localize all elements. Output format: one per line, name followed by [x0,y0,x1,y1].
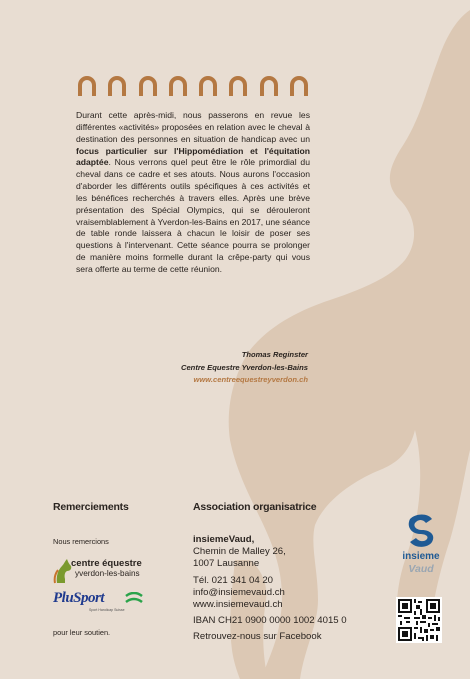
intro-focus-bold: focus particulier sur l'Hippomédiation et l'équitation adaptée [76,145,310,168]
association-iban: IBAN CH21 0900 0000 1002 4015 0 [193,615,347,627]
horseshoe-icon [106,74,128,98]
association-phone: Tél. 021 341 04 20 [193,574,274,586]
insieme-swirl-icon [402,511,440,549]
horse-head-icon [53,558,73,584]
insieme-vaud-logo [396,511,446,581]
association-city: 1007 Lausanne [193,558,260,570]
horseshoe-icon [167,74,189,98]
association-street: Chemin de Malley 26, [193,546,286,558]
intro-paragraph [76,110,310,276]
horseshoe-icon [76,74,98,98]
intro-text-2: . Nous verrons quel peut être le rôle primordial du cheval dans ce cadre et ses atouts. Nous aurons l'occasion d'aborder les différents outils spécifiques à ces activités et les bénéfices recherchés à travers elles. Après une brève présentation des Spécial Olympics, qui se dérouleront vraisemblablement à Yverdon-les-Bains en 2017, une séance de table ronde laissera à chacun le loisir de poser ses questions à l'intervenant. Cette séance pourra se prolonger de manière moins formelle durant la crêpe-party qui vous sera offerte au terme de cette réunion. [76,157,310,274]
centre-equestre-line2: yverdon-les-bains [75,569,140,578]
plusport-subtitle: Sport Handicap Suisse [89,608,125,612]
association-name: insiemeVaud, [193,534,255,545]
plusport-wordmark: PluSport [53,590,105,606]
horseshoe-icon [258,74,280,98]
insieme-region: Vaud [408,563,434,575]
plusport-logo [53,590,153,620]
qr-code-icon [396,597,442,643]
thanks-outro: pour leur soutien. [53,628,111,637]
horseshoe-row [76,74,310,100]
horseshoe-icon [137,74,159,98]
centre-equestre-line1: centre équestre [71,558,142,569]
association-heading: Association organisatrice [193,501,317,513]
signature-name: Thomas Reginster [241,350,308,359]
association-web-link[interactable]: www.insiemevaud.ch [193,599,283,611]
horseshoe-icon [197,74,219,98]
thanks-intro: Nous remercions [53,537,109,546]
thanks-heading: Remerciements [53,501,129,513]
insieme-word: insieme [402,551,440,562]
association-facebook[interactable]: Retrouvez-nous sur Facebook [193,631,322,643]
intro-text-1: Durant cette après-midi, nous passerons en revue les différentes «activités» proposées en relation avec le cheval à destination des personnes en situation de handicap avec un [76,110,310,144]
association-email-link[interactable]: info@insiemevaud.ch [193,586,285,598]
horseshoe-icon [288,74,310,98]
signature-place: Centre Equestre Yverdon-les-Bains [180,362,308,372]
centre-equestre-logo [53,558,163,584]
association-contact [193,534,347,644]
horseshoe-icon [227,74,249,98]
signature [100,349,308,387]
signature-url-link[interactable]: www.centreequestreyverdon.ch [193,375,308,384]
plusport-swoosh-icon [125,592,143,606]
